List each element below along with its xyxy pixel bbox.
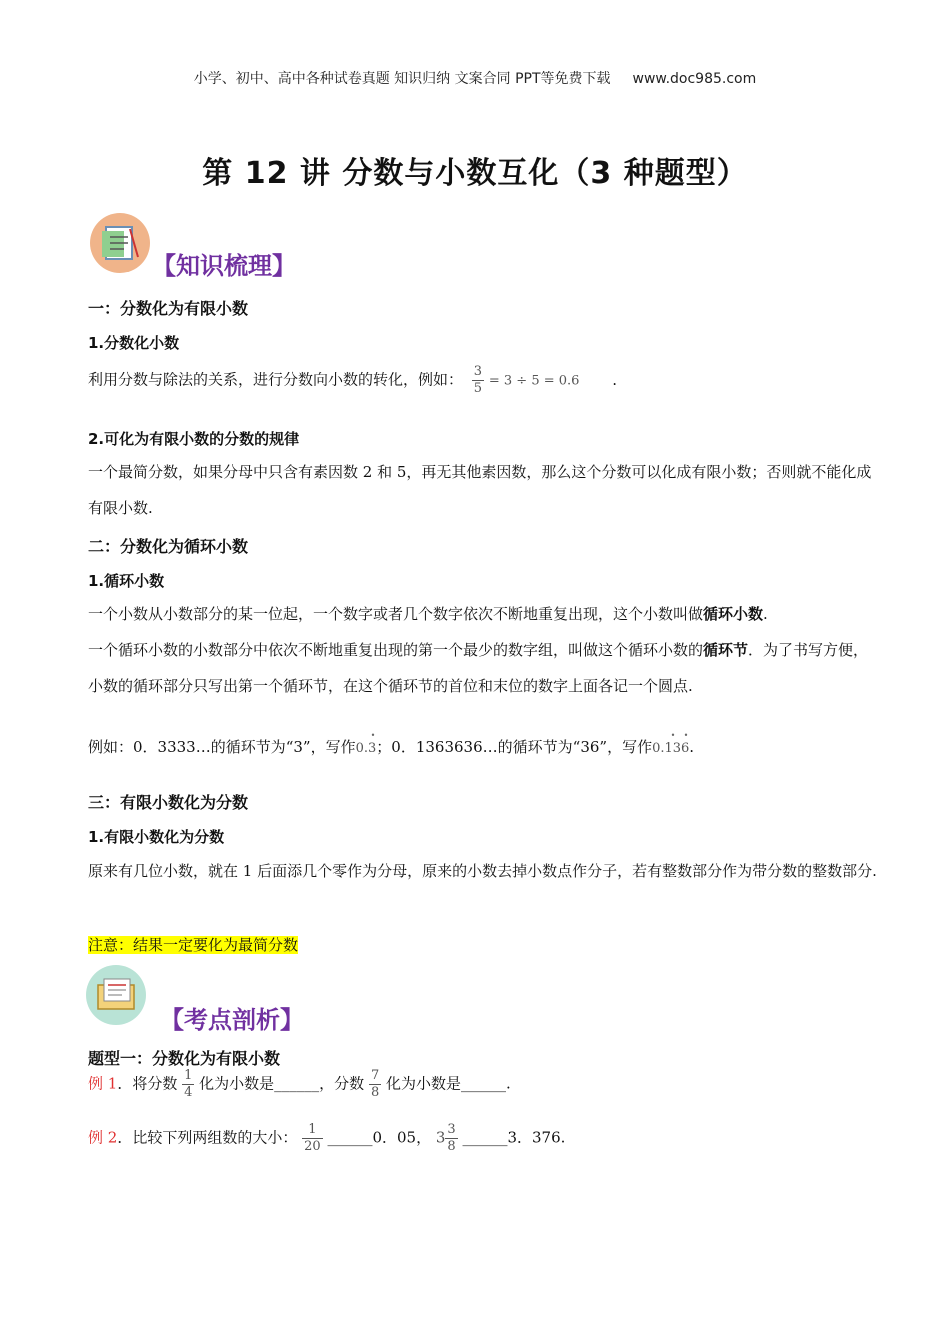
- example-1: 例 1．将分数 $\frac{1}{4}$ 化为小数是______，分数 $\frac{7}{8}$ 化为小数是______.: [88, 1068, 511, 1100]
- question-type-1: 题型一：分数化为有限小数: [88, 1049, 281, 1068]
- heading-one: 一：分数化为有限小数: [88, 299, 249, 318]
- fraction-7-8: $\frac{7}{8}$: [370, 1068, 380, 1100]
- paragraph-3a: 一个小数从小数部分的某一位起，一个数字或者几个数字依次不断地重复出现，这个小数叫做循环小数.: [88, 605, 768, 623]
- paragraph-1-text: 利用分数与除法的关系，进行分数向小数的转化，例如：: [88, 370, 464, 389]
- mixed-number-whole: 3: [435, 1128, 446, 1147]
- header-text: 小学、初中、高中各种试卷真题 知识归纳 文案合同 PPT等免费下载: [193, 71, 611, 87]
- paragraph-3b: 一个循环小数的小数部分中依次不断地重复出现的第一个最少的数字组，叫做这个循环小数的循环节．为了书写方便，小数的循环部分只写出第一个循环节，在这个循环节的首位和末位的数字上面各记一个圆点.: [88, 641, 869, 695]
- repeating-decimal-1: 0.3 •: [355, 731, 377, 756]
- section-knowledge-label: 【知识梳理】: [152, 252, 296, 280]
- example-1-tag: 例 1: [88, 1074, 118, 1093]
- example-equation: = 3 ÷ 5 = 0.6: [488, 373, 580, 389]
- sub-heading-2: 2.可化为有限小数的分数的规律: [88, 430, 300, 448]
- repeating-decimal-2: 0.136 • •: [652, 731, 690, 756]
- page-header: [0, 68, 950, 88]
- heading-two: 二：分数化为循环小数: [88, 537, 249, 556]
- page-title: 第 12 讲 分数与小数互化（3 种题型）: [202, 156, 748, 191]
- notebook-icon: [90, 213, 150, 273]
- sub-heading-4: 1.有限小数化为分数: [88, 828, 225, 846]
- section-analysis-label: 【考点剖析】: [160, 1006, 304, 1034]
- fraction-3-5: $\frac{3}{5}$: [473, 364, 483, 396]
- sub-heading-1: 1.分数化小数: [88, 334, 180, 352]
- term-repeating-decimal: 循环小数: [703, 605, 764, 623]
- example-2: 例 2．比较下列两组数的大小： $\frac{1}{20}$ ______0．05， 3 $\frac{3}{8}$ ______3．376.: [88, 1122, 566, 1154]
- header-site[interactable]: www.doc985.com: [632, 71, 757, 87]
- paragraph-4: 原来有几位小数，就在 1 后面添几个零作为分母，原来的小数去掉小数点作分子，若有整数部分作为带分数的整数部分.: [88, 862, 877, 880]
- note-highlight: 注意：结果一定要化为最简分数: [88, 936, 299, 954]
- heading-three: 三：有限小数化为分数: [88, 793, 249, 812]
- fraction-3-8: $\frac{3}{8}$: [447, 1122, 456, 1154]
- sub-heading-3: 1.循环小数: [88, 572, 165, 590]
- paragraph-2: 一个最简分数，如果分母中只含有素因数 2 和 5，再无其他素因数，那么这个分数可以化成有限小数；否则就不能化成有限小数.: [88, 463, 872, 517]
- term-repetend: 循环节: [703, 641, 749, 659]
- example-2-tag: 例 2: [88, 1128, 118, 1147]
- paragraph-3c: 例如：0．3333…的循环节为“3”，写作0.3 • ；0．1363636…的循环节为“36”，写作0.136 • • .: [88, 731, 695, 756]
- fraction-1-4: $\frac{1}{4}$: [184, 1068, 193, 1100]
- paragraph-1: 利用分数与除法的关系，进行分数向小数的转化，例如： $\frac{3}{5}$ = 3 ÷ 5 = 0.6 .: [88, 364, 617, 396]
- folder-icon: [86, 965, 146, 1025]
- fraction-1-20: $\frac{1}{20}$: [304, 1122, 321, 1154]
